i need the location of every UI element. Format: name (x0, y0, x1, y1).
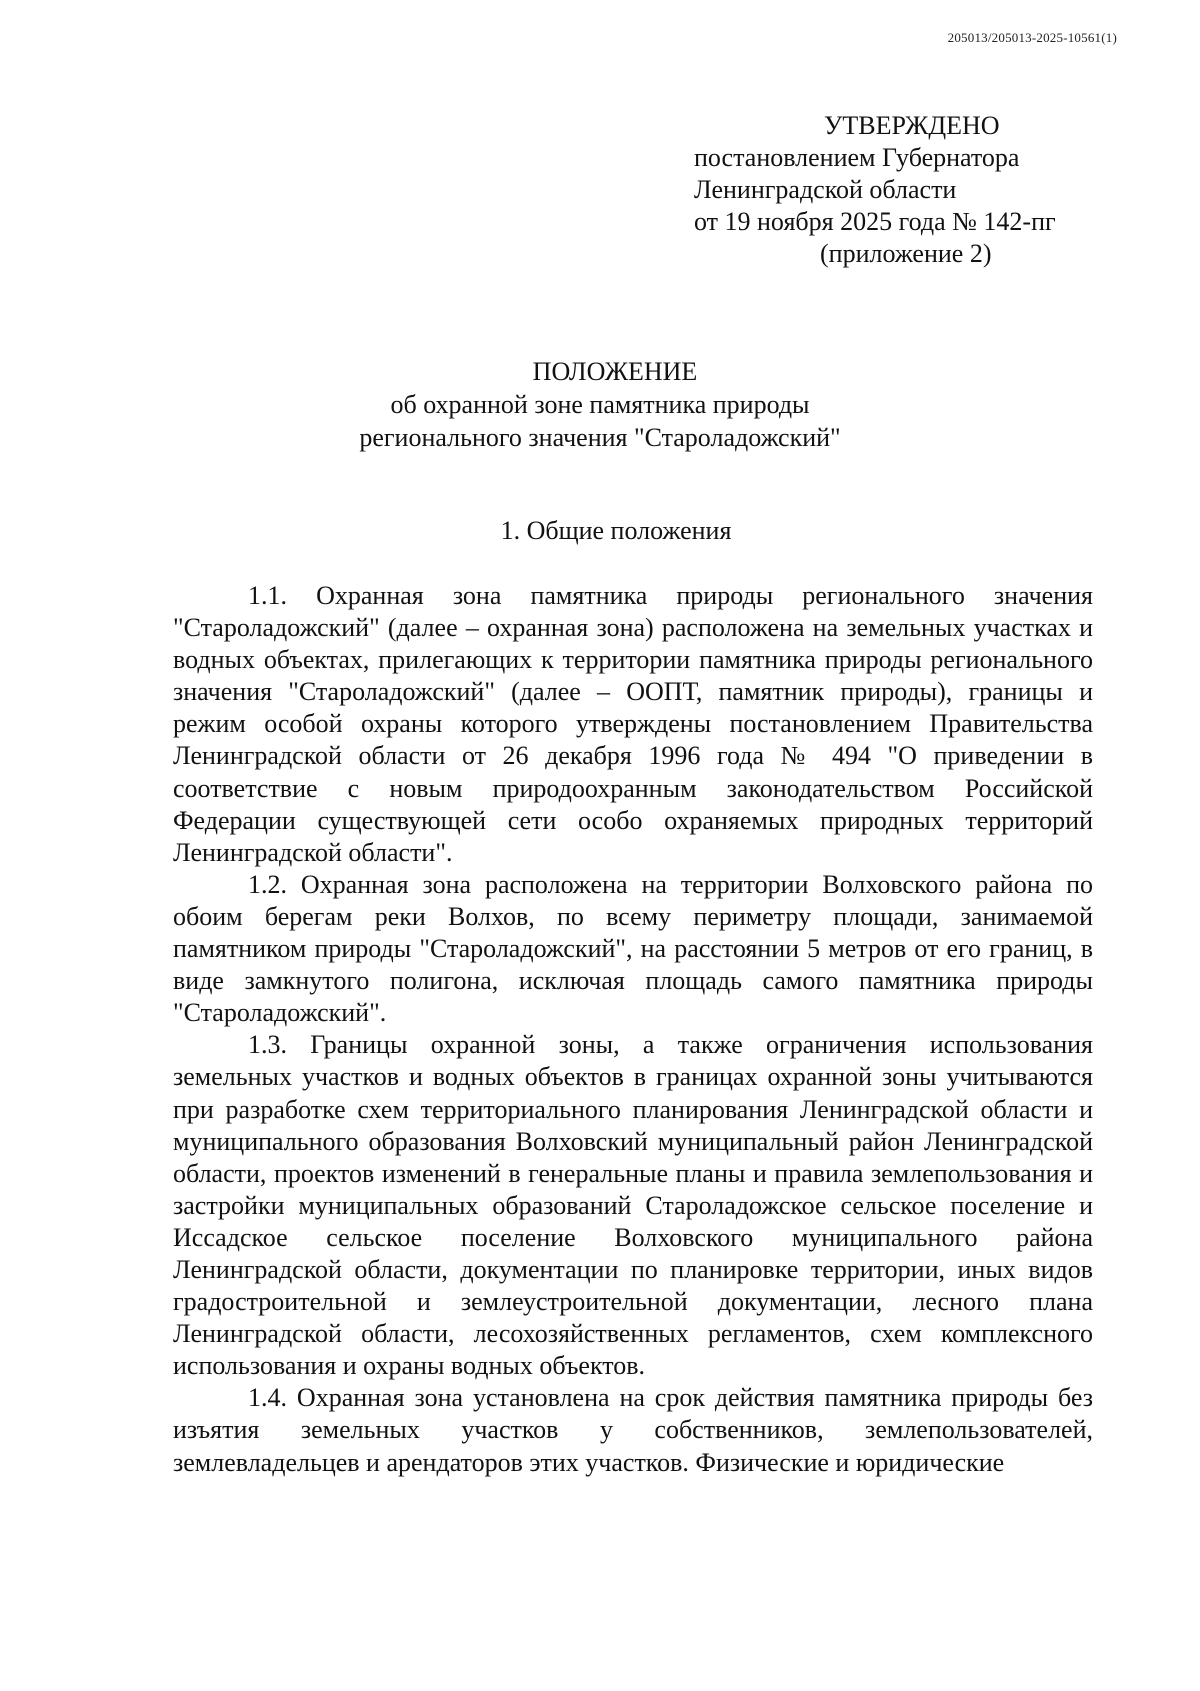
approval-attachment: (приложение 2) (820, 239, 992, 268)
document-title-block (0, 355, 1200, 454)
section-body (173, 580, 1093, 1479)
approval-stamp (694, 110, 1056, 270)
document-subtitle-1: об охранной зоне памятника природы (390, 390, 810, 419)
document-id: 205013/205013-2025-10561(1) (947, 30, 1117, 45)
document-title: ПОЛОЖЕНИЕ (532, 357, 698, 386)
approval-line-1: постановлением Губернатора (694, 143, 1020, 172)
paragraph-1-1: 1.1. Охранная зона памятника природы регионального значения "Староладожский" (далее – охранная зона) расположена на земельных участках и водных объектах, прилегающих к территории памятника природы регионального значения "Староладожский" (далее – ООПТ, памятник природы), границы и режим особой охраны которого утверждены постановлением Правительства Ленинградской области от 26 декабря 1996 года № 494 "О приведении в соответствие с новым природоохранным законодательством Российской Федерации существующей сети особо охраняемых природных территорий Ленинградской области". (173, 581, 1093, 867)
section-heading: 1. Общие положения (500, 516, 732, 545)
approval-heading: УТВЕРЖДЕНО (824, 111, 1000, 140)
paragraph-1-2: 1.2. Охранная зона расположена на территории Волховского района по обоим берегам реки Волхов, по всему периметру площади, занимаемой памятником природы "Староладожский", на расстоянии 5 метров от его границ, в виде замкнутого полигона, исключая площадь самого памятника природы "Староладожский". (173, 869, 1093, 1028)
paragraph-1-3: 1.3. Границы охранной зоны, а также ограничения использования земельных участков и водных объектов в границах охранной зоны учитываются при разработке схем территориального планирования Ленинградской области и муниципального образования Волховский муниципальный район Ленинградской области, проектов изменений в генеральные планы и правила землепользования и застройки муниципальных образований Староладожское сельское поселение и Иссадское сельское поселение Волховского муниципального района Ленинградской области, документации по планировке территории, иных видов градостроительной и землеустроительной документации, лесного плана Ленинградской области, лесохозяйственных регламентов, схем комплексного использования и охраны водных объектов. (173, 1030, 1093, 1381)
approval-line-2: Ленинградской области (694, 175, 957, 204)
approval-line-3: от 19 ноября 2025 года № 142-пг (694, 207, 1056, 236)
paragraph-1-4: 1.4. Охранная зона установлена на срок действия памятника природы без изъятия земельных участков у собственников, землепользователей, землевладельцев и арендаторов этих участков. Физические и юридические (173, 1383, 1093, 1477)
document-subtitle-2: регионального значения "Староладожский" (359, 423, 841, 452)
